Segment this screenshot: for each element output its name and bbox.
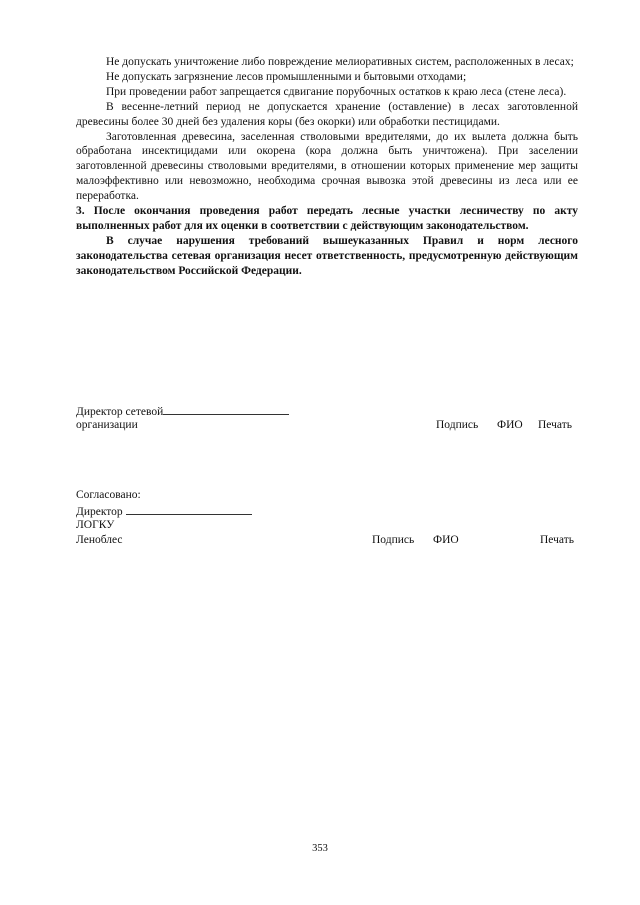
signature-underline: [163, 403, 289, 415]
paragraph-spring-summer-storage: В весенне-летний период не допускается хранение (оставление) в лесах заготовленной древесины более 30 дней без удаления коры (без окорки) или обработки пестицидами.: [76, 100, 578, 128]
network-director-line: [76, 403, 289, 419]
approval-podpis-label: Подпись: [372, 534, 415, 546]
approval-org-lenobles: Леноблес: [76, 534, 123, 546]
network-organization-label: организации: [76, 419, 138, 431]
approval-director-label: Директор: [76, 506, 123, 518]
paragraph-handover-point-3: 3. После окончания проведения работ передать лесные участки лесничеству по акту выполненных работ для их оценки в соответствии с действующим законодательством.: [76, 205, 578, 232]
approval-fio-label: ФИО: [433, 534, 459, 546]
paragraph-pest-infested-wood: Заготовленная древесина, заселенная стволовыми вредителями, до их вылета должна быть обработана инсектицидами или окорена (кора должна быть уничтожена). При заселении заготовленной древесины стволовыми вредителями, в отношении которых применение мер защиты малоэффективно или невозможно, необходима срочная вывозка этой древесины из леса или ее переработка.: [76, 130, 578, 203]
paragraph-melioration: Не допускать уничтожение либо повреждение мелиоративных систем, расположенных в лесах;: [106, 56, 574, 68]
network-fio-label: ФИО: [497, 419, 523, 431]
approval-pechat-label: Печать: [540, 534, 574, 546]
network-podpis-label: Подпись: [436, 419, 479, 431]
paragraph-pollution: Не допускать загрязнение лесов промышленными и бытовыми отходами;: [106, 70, 467, 83]
paragraph-logging-residues: При проведении работ запрещается сдвигание порубочных остатков к краю леса (стене леса).: [106, 85, 567, 98]
document-body: [76, 55, 578, 279]
signature-underline: [126, 503, 252, 515]
network-pechat-label: Печать: [538, 419, 572, 431]
network-director-label: Директор сетевой: [76, 406, 164, 418]
page-number: 353: [312, 843, 328, 854]
paragraph-liability: В случае нарушения требований вышеуказанных Правил и норм лесного законодательства сетевая организация несет ответственность, предусмотренную действующим законодательством Российской Федерации.: [76, 234, 578, 277]
approval-org-logku: ЛОГКУ: [76, 519, 115, 531]
approval-agreed-label: Согласовано:: [76, 489, 141, 501]
approval-director-line: [76, 503, 252, 519]
